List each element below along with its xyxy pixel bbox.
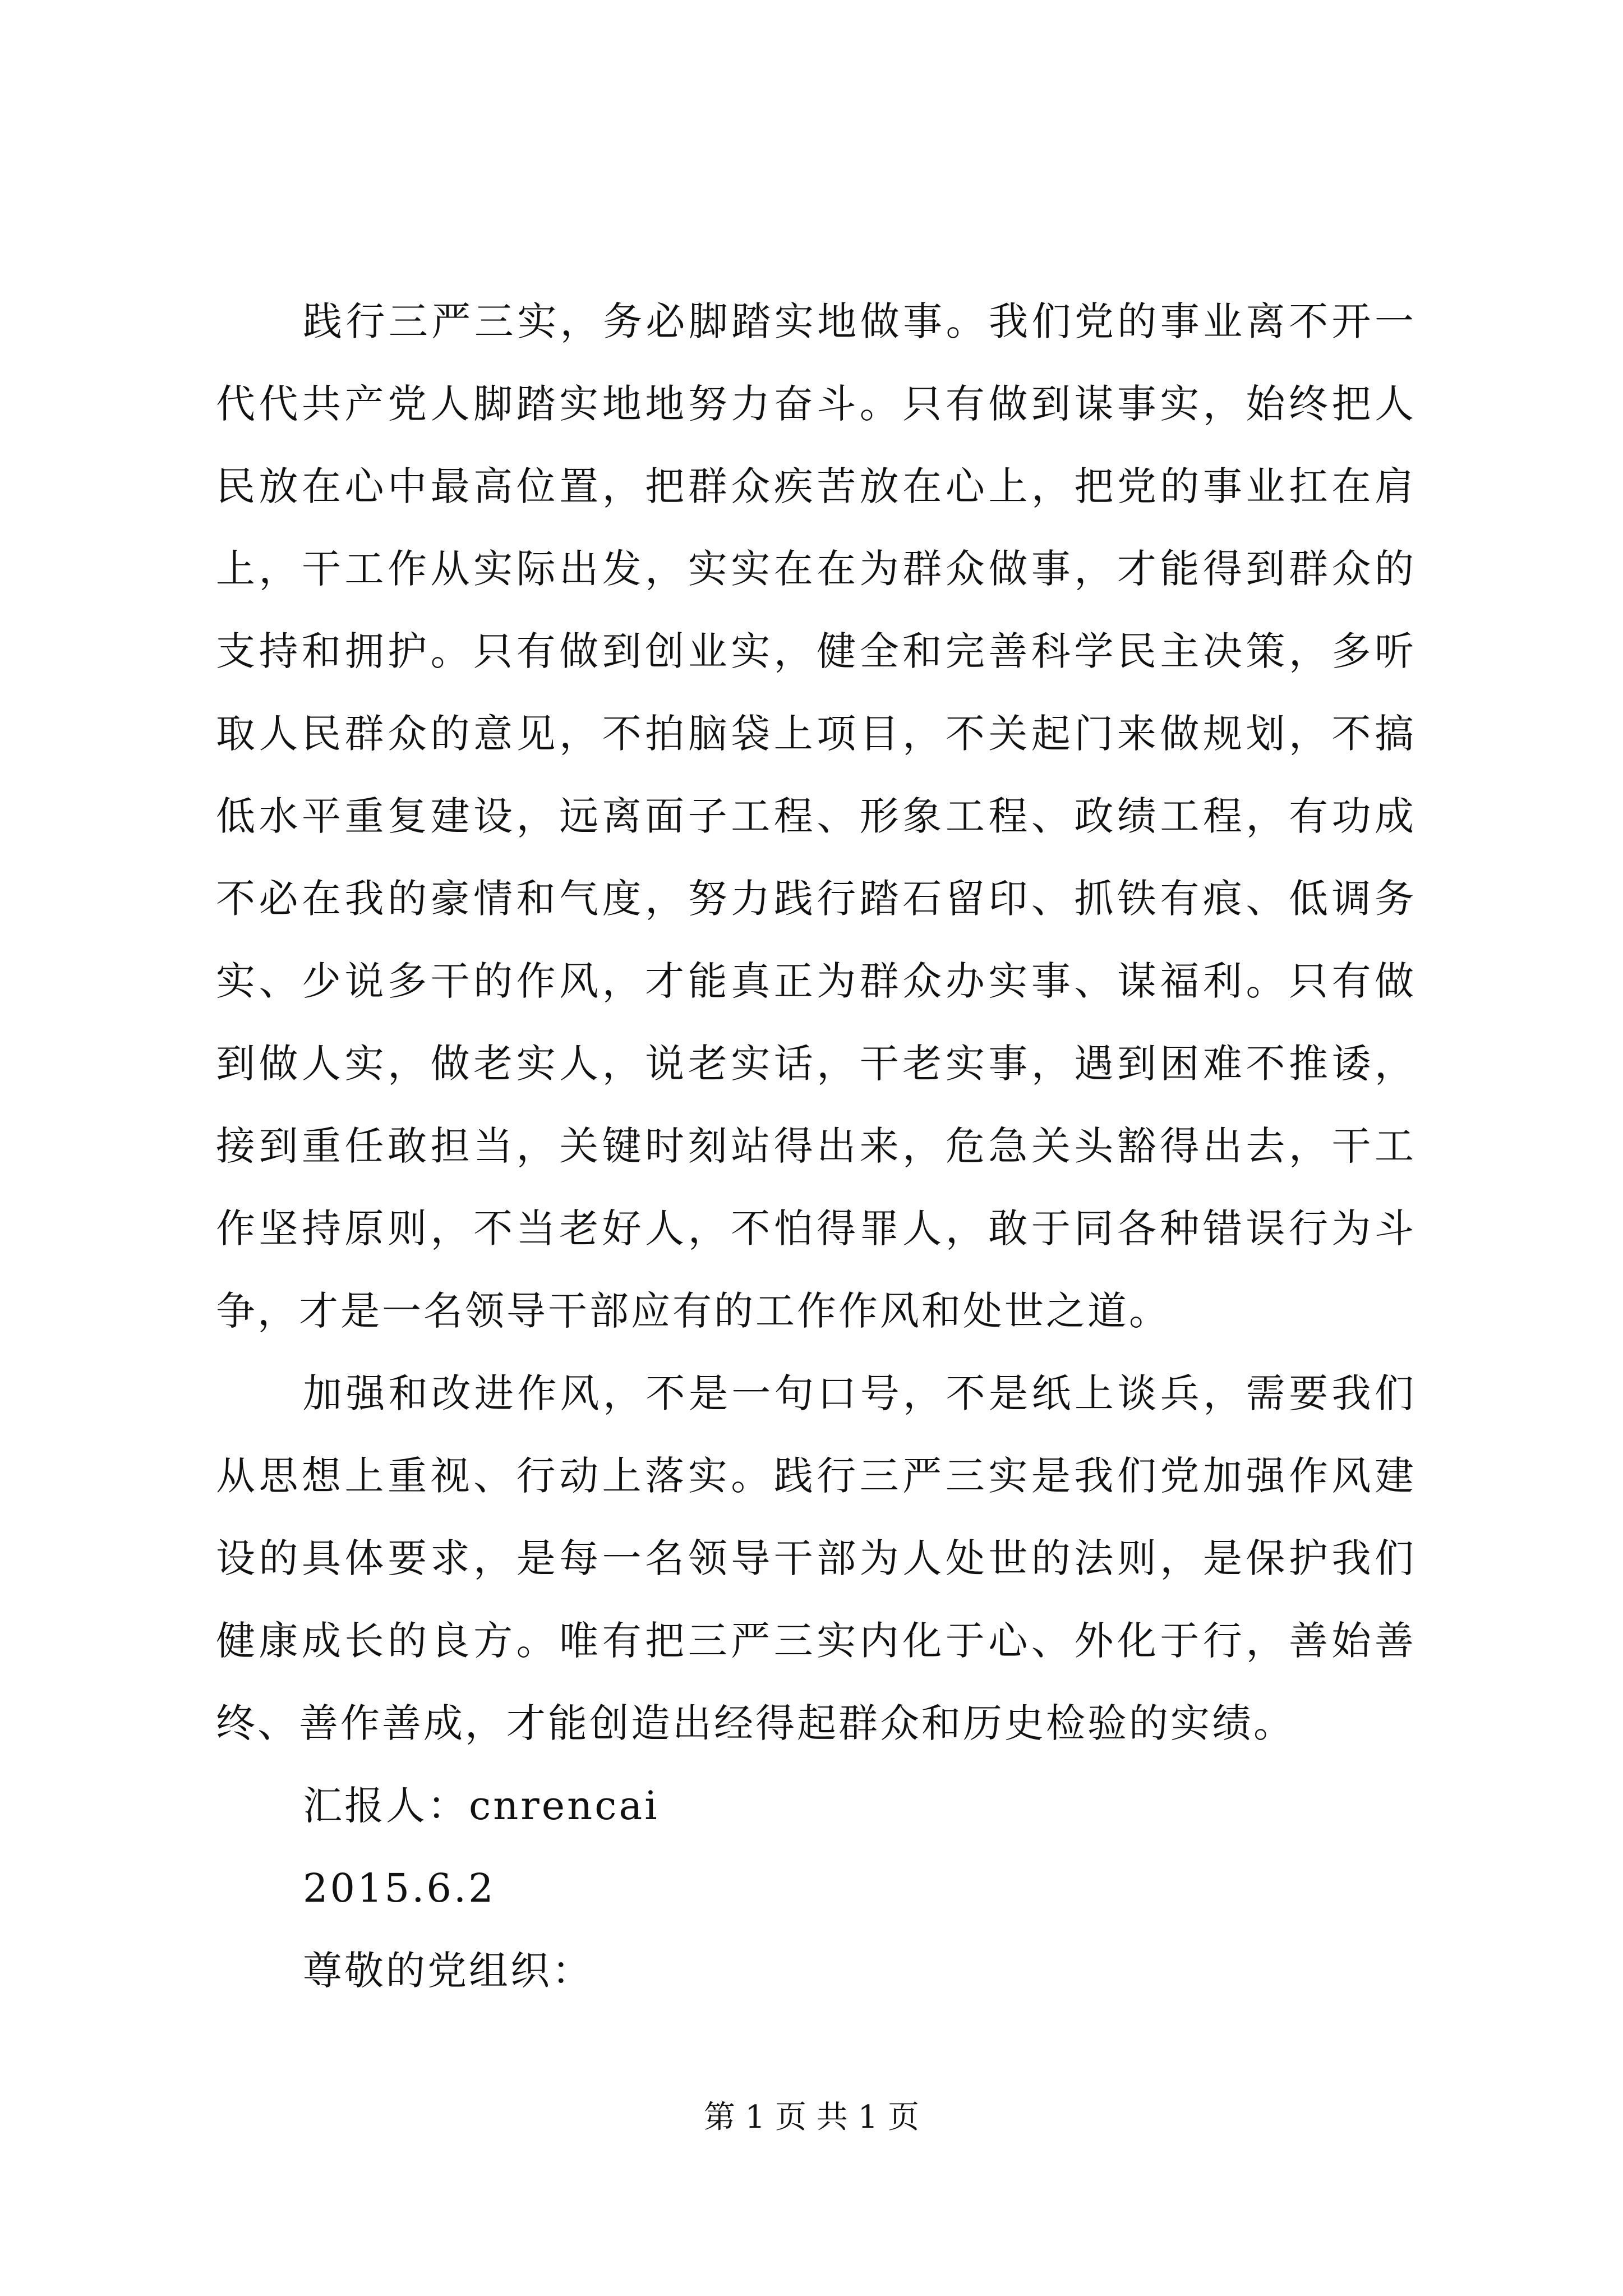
document-body (216, 280, 1416, 2012)
paragraph-1: 践行三严三实，务必脚踏实地做事。我们党的事业离不开一代代共产党人脚踏实地地努力奋斗。只有做到谋事实，始终把人民放在心中最高位置，把群众疾苦放在心上，把党的事业扛在肩上，干工作从实际出发，实实在在为群众做事，才能得到群众的支持和拥护。只有做到创业实，健全和完善科学民主决策，多听取人民群众的意见，不拍脑袋上项目，不关起门来做规划，不搞低水平重复建设，远离面子工程、形象工程、政绩工程，有功成不必在我的豪情和气度，努力践行踏石留印、抓铁有痕、低调务实、少说多干的作风，才能真正为群众办实事、谋福利。只有做到做人实，做老实人，说老实话，干老实事，遇到困难不推诿，接到重任敢担当，关键时刻站得出来，危急关头豁得出去，干工作坚持原则，不当老好人，不怕得罪人，敢于同各种错误行为斗争，才是一名领导干部应有的工作作风和处世之道。 (216, 298, 1416, 1334)
date-line: 2015.6.2 (303, 1865, 496, 1911)
paragraph-2: 加强和改进作风，不是一句口号，不是纸上谈兵，需要我们从思想上重视、行动上落实。践行三严三实是我们党加强作风建设的具体要求，是每一名领导干部为人处世的法则，是保护我们健康成长的良方。唯有把三严三实内化于心、外化于行，善始善终、善作善成，才能创造出经得起群众和历史检验的实绩。 (216, 1370, 1416, 1746)
salutation-line: 尊敬的党组织： (303, 1948, 593, 1994)
reporter-line: 汇报人：cnrencai (303, 1783, 660, 1829)
page-footer: 第 1 页 共 1 页 (703, 2099, 920, 2136)
